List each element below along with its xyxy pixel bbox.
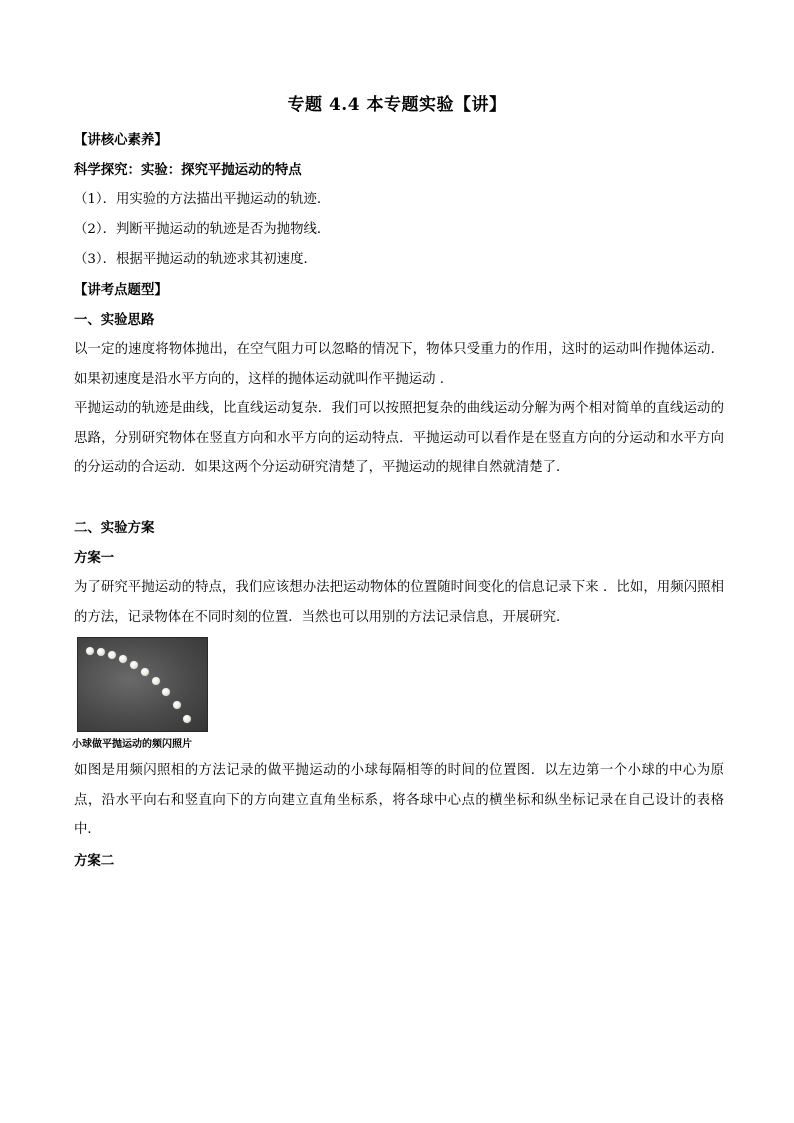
ball-image	[183, 715, 191, 723]
paragraph-plan-one: 为了研究平抛运动的特点，我们应该想办法把运动物体的位置随时间变化的信息记录下来 ．比如，用频闪照相的方法，记录物体在不同时刻的位置．当然也可以用别的方法记录信息，开展研究．	[74, 580, 724, 625]
ball-image	[152, 677, 160, 685]
paragraph-decomposition: 平抛运动的轨迹是曲线，比直线运动复杂．我们可以按照把复杂的曲线运动分解为两个相对简单的直线运动的思路，分别研究物体在竖直方向和水平方向的运动特点．平抛运动可以看作是在竖直方向的分运动和水平方向的分运动的合运动．如果这两个分运动研究清楚了，平抛运动的规律自然就清楚了．	[74, 401, 724, 475]
strobe-photo-image	[77, 637, 208, 732]
plan-two-heading: 方案二	[74, 853, 115, 869]
paragraph-coordinate-method: 如图是用频闪照相的方法记录的做平抛运动的小球每隔相等的时间的位置图．以左边第一个小球的中心为原点，沿水平向右和竖直向下的方向建立直角坐标系，将各球中心点的横坐标和纵坐标记录在自己设计的表格中．	[74, 763, 724, 837]
section-heading-experiment-idea: 一、实验思路	[74, 312, 155, 328]
ball-image	[173, 701, 181, 709]
ball-image	[108, 651, 116, 659]
question-types-heading: 【讲考点题型】	[74, 282, 168, 298]
page-title: 专题 4.4 本专题实验【讲】	[287, 95, 507, 115]
figure-caption: 小球做平抛运动的频闪照片	[72, 739, 192, 750]
plan-one-heading: 方案一	[74, 550, 115, 566]
ball-image	[119, 655, 127, 663]
paragraph-projectile-definition: 以一定的速度将物体抛出，在空气阻力可以忽略的情况下，物体只受重力的作用，这时的运动叫作抛体运动．如果初速度是沿水平方向的，这样的抛体运动就叫作平抛运动 .	[74, 342, 724, 387]
ball-image	[97, 648, 105, 656]
objective-item-2: （2）．判断平抛运动的轨迹是否为抛物线．	[74, 222, 331, 237]
objective-item-1: （1）．用实验的方法描出平抛运动的轨迹．	[74, 192, 331, 207]
ball-image	[141, 668, 149, 676]
core-literacy-heading: 【讲核心素养】	[74, 132, 168, 148]
inquiry-heading: 科学探究：实验：探究平抛运动的特点	[74, 162, 302, 178]
ball-image	[130, 661, 138, 669]
ball-image	[86, 647, 94, 655]
objective-item-3: （3）．根据平抛运动的轨迹求其初速度．	[74, 252, 317, 267]
section-heading-experiment-plan: 二、实验方案	[74, 520, 155, 536]
ball-image	[162, 688, 170, 696]
